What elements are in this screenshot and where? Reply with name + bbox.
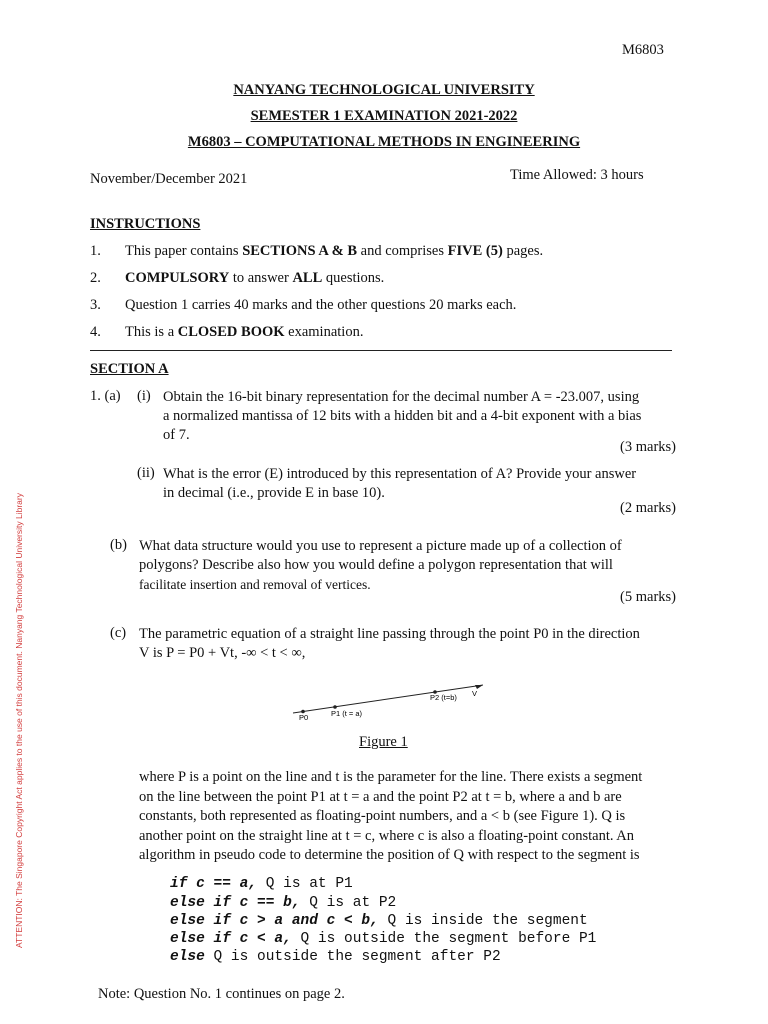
section-divider	[90, 350, 672, 351]
question-1ai-label: (i)	[137, 388, 151, 404]
code-line: else if c > a and c < b, Q is inside the segment	[170, 913, 588, 929]
question-1ai-text: Obtain the 16-bit binary representation for the decimal number A = -23.007, using a normalized mantissa of 12 bits with a hidden bit and a 4-bit exponent with a bias of 7.	[163, 389, 642, 443]
instruction-num: 1.	[90, 243, 101, 259]
continuation-note: Note: Question No. 1 continues on page 2.	[98, 986, 345, 1002]
question-1a-label: 1. (a)	[90, 388, 121, 404]
instruction-3: Question 1 carries 40 marks and the other questions 20 marks each.	[125, 297, 517, 313]
question-1c-text: The parametric equation of a straight line passing through the point P0 in the direction V is P = P0 + Vt, -∞ < t < ∞,	[139, 626, 640, 661]
question-1b-marks: (5 marks)	[620, 589, 676, 605]
figure-1-caption: Figure 1	[359, 734, 408, 750]
time-allowed: Time Allowed: 3 hours	[510, 167, 644, 183]
label-p1: P1 (t = a)	[331, 709, 363, 718]
semester-title: SEMESTER 1 EXAMINATION 2021-2022	[250, 108, 518, 124]
instruction-num: 4.	[90, 324, 101, 340]
question-1aii-text: What is the error (E) introduced by this representation of A? Provide your answer in decimal (i.e., provide E in base 10).	[163, 466, 637, 501]
label-p0: P0	[299, 713, 309, 722]
course-title: M6803 – COMPUTATIONAL METHODS IN ENGINEERING	[187, 134, 581, 150]
instruction-1: This paper contains SECTIONS A & B and comprises FIVE (5) pages.	[125, 243, 544, 259]
code-line: else if c < a, Q is outside the segment before P1	[170, 931, 597, 947]
section-a-title: SECTION A	[90, 361, 169, 377]
exam-date: November/December 2021	[90, 171, 248, 187]
question-1c-paragraph: where P is a point on the line and t is the parameter for the line. There exists a segment on the line between the point P1 at t = a and the point P2 at t = b, where a and b are constants, both represented as floating-point numbers, and a < b (see Figure 1). Q is another point on the straight line at t = c, where c is also a floating-point constant. An algorithm in pseudo code to determine the position of Q with respect to the segment is	[139, 769, 643, 863]
label-p2: P2 (t=b)	[430, 693, 457, 702]
question-1aii-marks: (2 marks)	[620, 500, 676, 516]
page-code: M6803	[622, 42, 664, 58]
figure-1-diagram	[285, 678, 495, 724]
university-title: NANYANG TECHNOLOGICAL UNIVERSITY	[233, 82, 535, 98]
question-1aii-label: (ii)	[137, 465, 155, 481]
instruction-num: 2.	[90, 270, 101, 286]
instruction-2: COMPULSORY to answer ALL questions.	[125, 270, 385, 286]
code-line: if c == a, Q is at P1	[170, 876, 353, 892]
code-line: else if c == b, Q is at P2	[170, 895, 397, 911]
copyright-notice: ATTENTION: The Singapore Copyright Act applies to the use of this document. Nanyang Technological University Library	[14, 493, 24, 948]
instructions-title: INSTRUCTIONS	[90, 216, 201, 232]
label-v: V	[472, 689, 478, 698]
code-line: else Q is outside the segment after P2	[170, 949, 501, 965]
question-1ai-marks: (3 marks)	[620, 439, 676, 455]
instruction-num: 3.	[90, 297, 101, 313]
question-1b-text: What data structure would you use to represent a picture made up of a collection of polygons? Describe also how you would define a polygon representation that will facilitate insertion and removal of vertices.	[139, 538, 622, 592]
question-1c-label: (c)	[110, 625, 127, 641]
instruction-4: This is a CLOSED BOOK examination.	[125, 324, 364, 340]
question-1b-label: (b)	[110, 537, 127, 553]
